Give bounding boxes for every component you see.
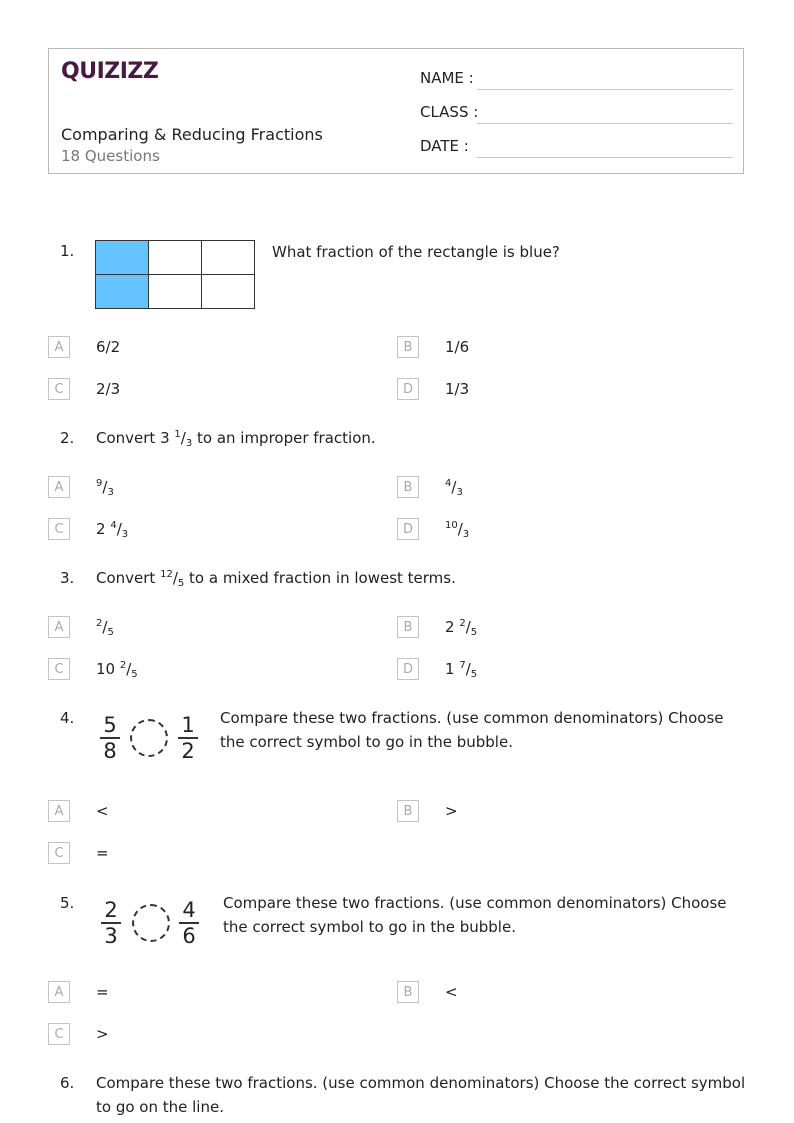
name-label: NAME : [420, 69, 474, 87]
option-letter: B [397, 800, 419, 822]
option-a[interactable]: $^2/_5$ [96, 618, 114, 638]
option-letter: D [397, 658, 419, 680]
option-a[interactable]: = [96, 983, 109, 1001]
option-letter: A [48, 336, 70, 358]
question-text: Compare these two fractions. (use common denominators) Choose the correct symbol to go in the bubble. [220, 709, 724, 751]
question-number: 5. [60, 894, 75, 912]
option-b[interactable]: 1/6 [445, 338, 470, 356]
option-c[interactable]: 2 $^4/_3$ [96, 520, 129, 540]
option-b[interactable]: > [445, 802, 458, 820]
option-b[interactable]: < [445, 983, 458, 1001]
option-letter: B [397, 336, 419, 358]
blue-cell [96, 275, 149, 309]
option-letter: C [48, 378, 70, 400]
option-letter: A [48, 476, 70, 498]
option-d[interactable]: 1 $^7/_5$ [445, 660, 478, 680]
quizizz-logo: QUIZIZZ [61, 59, 159, 84]
option-letter: A [48, 981, 70, 1003]
option-a[interactable]: < [96, 802, 109, 820]
question-number: 1. [60, 242, 75, 260]
question-number: 2. [60, 429, 75, 447]
option-letter: A [48, 800, 70, 822]
option-letter: D [397, 518, 419, 540]
option-letter: B [397, 616, 419, 638]
comparison-bubble [130, 719, 168, 757]
question-number: 3. [60, 569, 75, 587]
left-fraction: 5 8 [100, 714, 120, 762]
option-c[interactable]: > [96, 1025, 109, 1043]
option-letter: C [48, 1023, 70, 1045]
option-letter: C [48, 518, 70, 540]
question-text: What fraction of the rectangle is blue? [272, 243, 560, 261]
left-fraction: 2 3 [101, 899, 121, 947]
question-count: 18 Questions [61, 147, 160, 165]
worksheet-header [48, 48, 744, 174]
white-cell [202, 241, 255, 275]
name-line[interactable] [477, 89, 733, 90]
option-a[interactable]: 6/2 [96, 338, 121, 356]
option-letter: C [48, 658, 70, 680]
blue-cell [96, 241, 149, 275]
question-text: Compare these two fractions. (use common denominators) Choose the correct symbol to go on the line. [96, 1074, 746, 1116]
option-letter: A [48, 616, 70, 638]
option-letter: B [397, 476, 419, 498]
option-c[interactable]: 10 $^2/_5$ [96, 660, 138, 680]
option-b[interactable]: 2 $^2/_5$ [445, 618, 478, 638]
date-line[interactable] [477, 157, 733, 158]
white-cell [149, 241, 202, 275]
option-letter: C [48, 842, 70, 864]
white-cell [149, 275, 202, 309]
option-letter: D [397, 378, 419, 400]
question-number: 6. [60, 1074, 75, 1092]
class-line[interactable] [477, 123, 733, 124]
question-text: Convert 3 $^1/_3$ to an improper fraction. [96, 429, 376, 449]
worksheet-title: Comparing & Reducing Fractions [61, 125, 323, 144]
option-a[interactable]: $^9/_3$ [96, 478, 114, 498]
option-b[interactable]: $^4/_3$ [445, 478, 463, 498]
question-text: Compare these two fractions. (use common denominators) Choose the correct symbol to go in the bubble. [223, 894, 727, 936]
class-label: CLASS : [420, 103, 479, 121]
option-d[interactable]: 1/3 [445, 380, 470, 398]
question-text: Convert $^{12}/_5$ to a mixed fraction in lowest terms. [96, 569, 456, 589]
option-d[interactable]: $^{10}/_3$ [445, 520, 470, 540]
right-fraction: 1 2 [178, 714, 198, 762]
rectangle-diagram [95, 240, 255, 309]
date-label: DATE : [420, 137, 469, 155]
option-c[interactable]: = [96, 844, 109, 862]
white-cell [202, 275, 255, 309]
option-letter: B [397, 981, 419, 1003]
comparison-bubble [132, 904, 170, 942]
question-number: 4. [60, 709, 75, 727]
right-fraction: 4 6 [179, 899, 199, 947]
option-c[interactable]: 2/3 [96, 380, 121, 398]
